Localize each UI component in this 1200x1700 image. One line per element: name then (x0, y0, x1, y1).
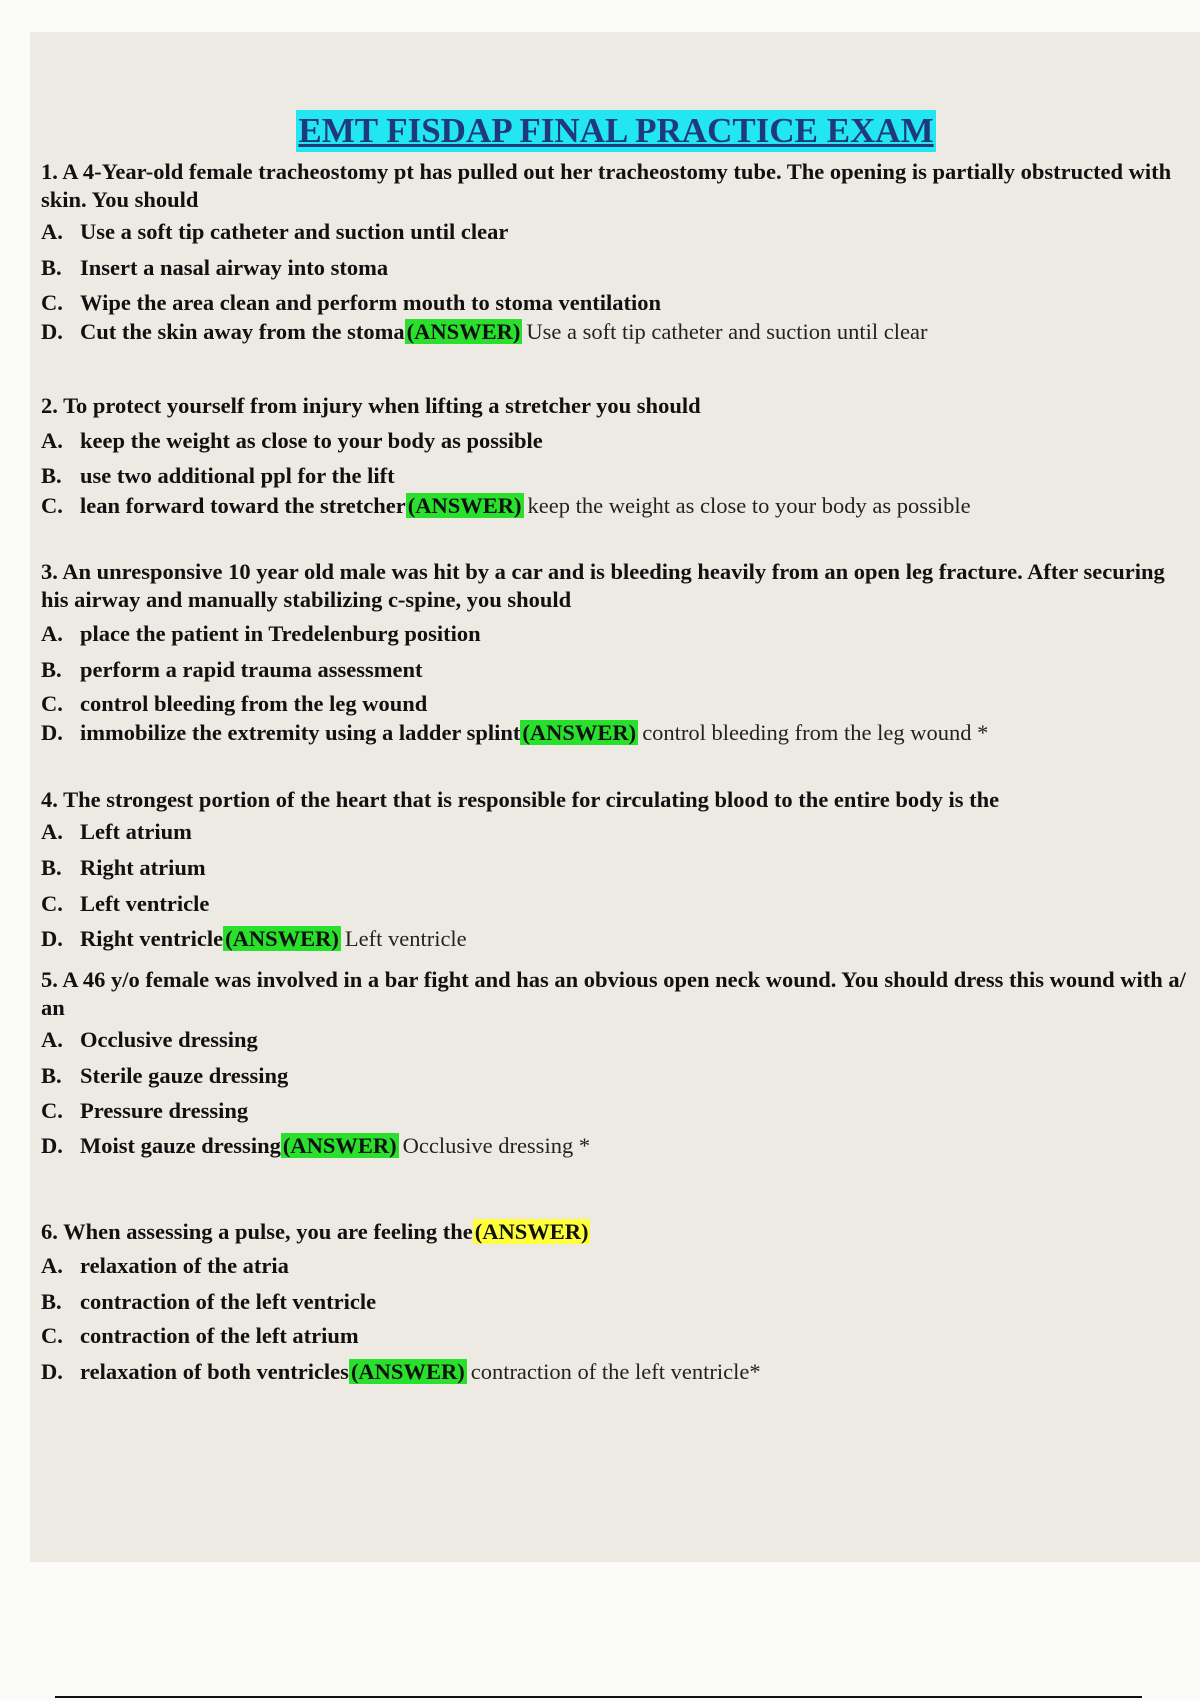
option-letter: A. (41, 1027, 63, 1052)
question-1 (41, 158, 1189, 214)
option-text: keep the weight as close to your body as possible (80, 428, 543, 453)
option-4b (41, 854, 206, 882)
option-letter: D. (41, 1359, 63, 1384)
option-text: Occlusive dressing (80, 1027, 258, 1052)
option-text: Moist gauze dressing (80, 1133, 281, 1158)
answer-tag: (ANSWER) (350, 1359, 465, 1384)
option-text: Sterile gauze dressing (80, 1063, 289, 1088)
option-5d (41, 1132, 590, 1160)
option-text: relaxation of the atria (80, 1253, 289, 1278)
answer-tag: (ANSWER) (225, 926, 339, 951)
option-letter: B. (41, 1063, 62, 1088)
footer-rule (55, 1696, 1142, 1698)
answer-text: keep the weight as close to your body as possible (527, 493, 971, 518)
option-1c (41, 289, 661, 317)
option-text: Insert a nasal airway into stoma (80, 255, 389, 280)
answer-text: contraction of the left ventricle* (470, 1359, 761, 1384)
question-text: The strongest portion of the heart that is responsible for circulating blood to the entire body is the (63, 787, 1000, 812)
option-1d (41, 318, 927, 346)
option-letter: D. (41, 926, 63, 951)
option-letter: B. (41, 1289, 62, 1314)
option-text: control bleeding from the leg wound (80, 691, 428, 716)
option-text: Pressure dressing (80, 1098, 249, 1123)
question-6 (41, 1218, 1189, 1246)
option-3a (41, 620, 481, 648)
question-text: An unresponsive 10 year old male was hit by a car and is bleeding heavily from an open leg fracture. After securing his airway and manually stabilizing c-spine, you should (41, 559, 1165, 612)
option-letter: B. (41, 657, 62, 682)
option-letter: A. (41, 621, 63, 646)
question-number: 6. (41, 1219, 58, 1244)
option-text: use two additional ppl for the lift (80, 463, 395, 488)
option-text: immobilize the extremity using a ladder splint (80, 720, 521, 745)
question-5 (41, 966, 1189, 1022)
option-5c (41, 1097, 248, 1125)
option-text: contraction of the left ventricle (80, 1289, 377, 1314)
option-3b (41, 656, 422, 684)
option-letter: D. (41, 720, 63, 745)
option-letter: A. (41, 428, 63, 453)
option-text: Right ventricle (80, 926, 224, 951)
option-text: Wipe the area clean and perform mouth to stoma ventilation (80, 290, 662, 315)
option-letter: C. (41, 691, 63, 716)
option-letter: C. (41, 493, 63, 518)
option-4d (41, 925, 467, 953)
answer-text: Use a soft tip catheter and suction until clear (526, 319, 928, 344)
option-letter: C. (41, 1323, 63, 1348)
option-letter: C. (41, 290, 63, 315)
question-2 (41, 392, 1189, 420)
option-letter: B. (41, 463, 62, 488)
question-number: 5. (41, 967, 58, 992)
question-number: 3. (41, 559, 58, 584)
option-text: Cut the skin away from the stoma (80, 319, 405, 344)
option-text: Right atrium (80, 855, 206, 880)
option-letter: B. (41, 855, 62, 880)
option-6a (41, 1252, 289, 1280)
option-3c (41, 690, 427, 718)
option-5b (41, 1062, 288, 1090)
option-4a (41, 818, 192, 846)
question-4 (41, 786, 1189, 814)
answer-text: Left ventricle (344, 926, 467, 951)
option-text: perform a rapid trauma assessment (80, 657, 423, 682)
option-2c (41, 492, 971, 520)
option-letter: C. (41, 891, 63, 916)
option-6c (41, 1322, 359, 1350)
answer-text: Occlusive dressing * (402, 1133, 591, 1158)
question-answer-tag: (ANSWER) (474, 1219, 589, 1244)
answer-tag: (ANSWER) (522, 720, 637, 745)
option-text: Left atrium (80, 819, 192, 844)
option-letter: C. (41, 1098, 63, 1123)
page-title: EMT FISDAP FINAL PRACTICE EXAM (298, 111, 934, 150)
question-text: When assessing a pulse, you are feeling the (63, 1219, 473, 1244)
option-text: lean forward toward the stretcher (80, 493, 406, 518)
option-2a (41, 427, 543, 455)
option-text: Left ventricle (80, 891, 210, 916)
question-number: 2. (41, 393, 58, 418)
question-text: A 4-Year-old female tracheostomy pt has pulled out her tracheostomy tube. The opening is partially obstructed with skin. You should (41, 159, 1172, 212)
option-3d (41, 719, 988, 747)
option-letter: D. (41, 319, 63, 344)
option-1b (41, 254, 388, 282)
question-text: To protect yourself from injury when lifting a stretcher you should (63, 393, 701, 418)
option-letter: A. (41, 1253, 63, 1278)
document-page (30, 32, 1200, 1562)
option-2b (41, 462, 395, 490)
option-letter: A. (41, 219, 63, 244)
option-letter: D. (41, 1133, 63, 1158)
option-4c (41, 890, 209, 918)
answer-text: control bleeding from the leg wound * (642, 720, 989, 745)
answer-tag: (ANSWER) (282, 1133, 397, 1158)
option-5a (41, 1026, 258, 1054)
question-number: 1. (41, 159, 58, 184)
option-text: relaxation of both ventricles (80, 1359, 349, 1384)
option-letter: B. (41, 255, 62, 280)
option-6d (41, 1358, 761, 1386)
title-wrapper (41, 110, 1191, 152)
option-text: contraction of the left atrium (80, 1323, 359, 1348)
answer-tag: (ANSWER) (406, 319, 521, 344)
option-text: Use a soft tip catheter and suction until clear (80, 219, 509, 244)
option-text: place the patient in Tredelenburg position (80, 621, 481, 646)
option-1a (41, 218, 508, 246)
option-letter: A. (41, 819, 63, 844)
option-6b (41, 1288, 376, 1316)
answer-tag: (ANSWER) (407, 493, 522, 518)
question-3 (41, 558, 1189, 614)
question-number: 4. (41, 787, 58, 812)
question-text: A 46 y/o female was involved in a bar fight and has an obvious open neck wound. You should dress this wound with a/ an (41, 967, 1186, 1020)
